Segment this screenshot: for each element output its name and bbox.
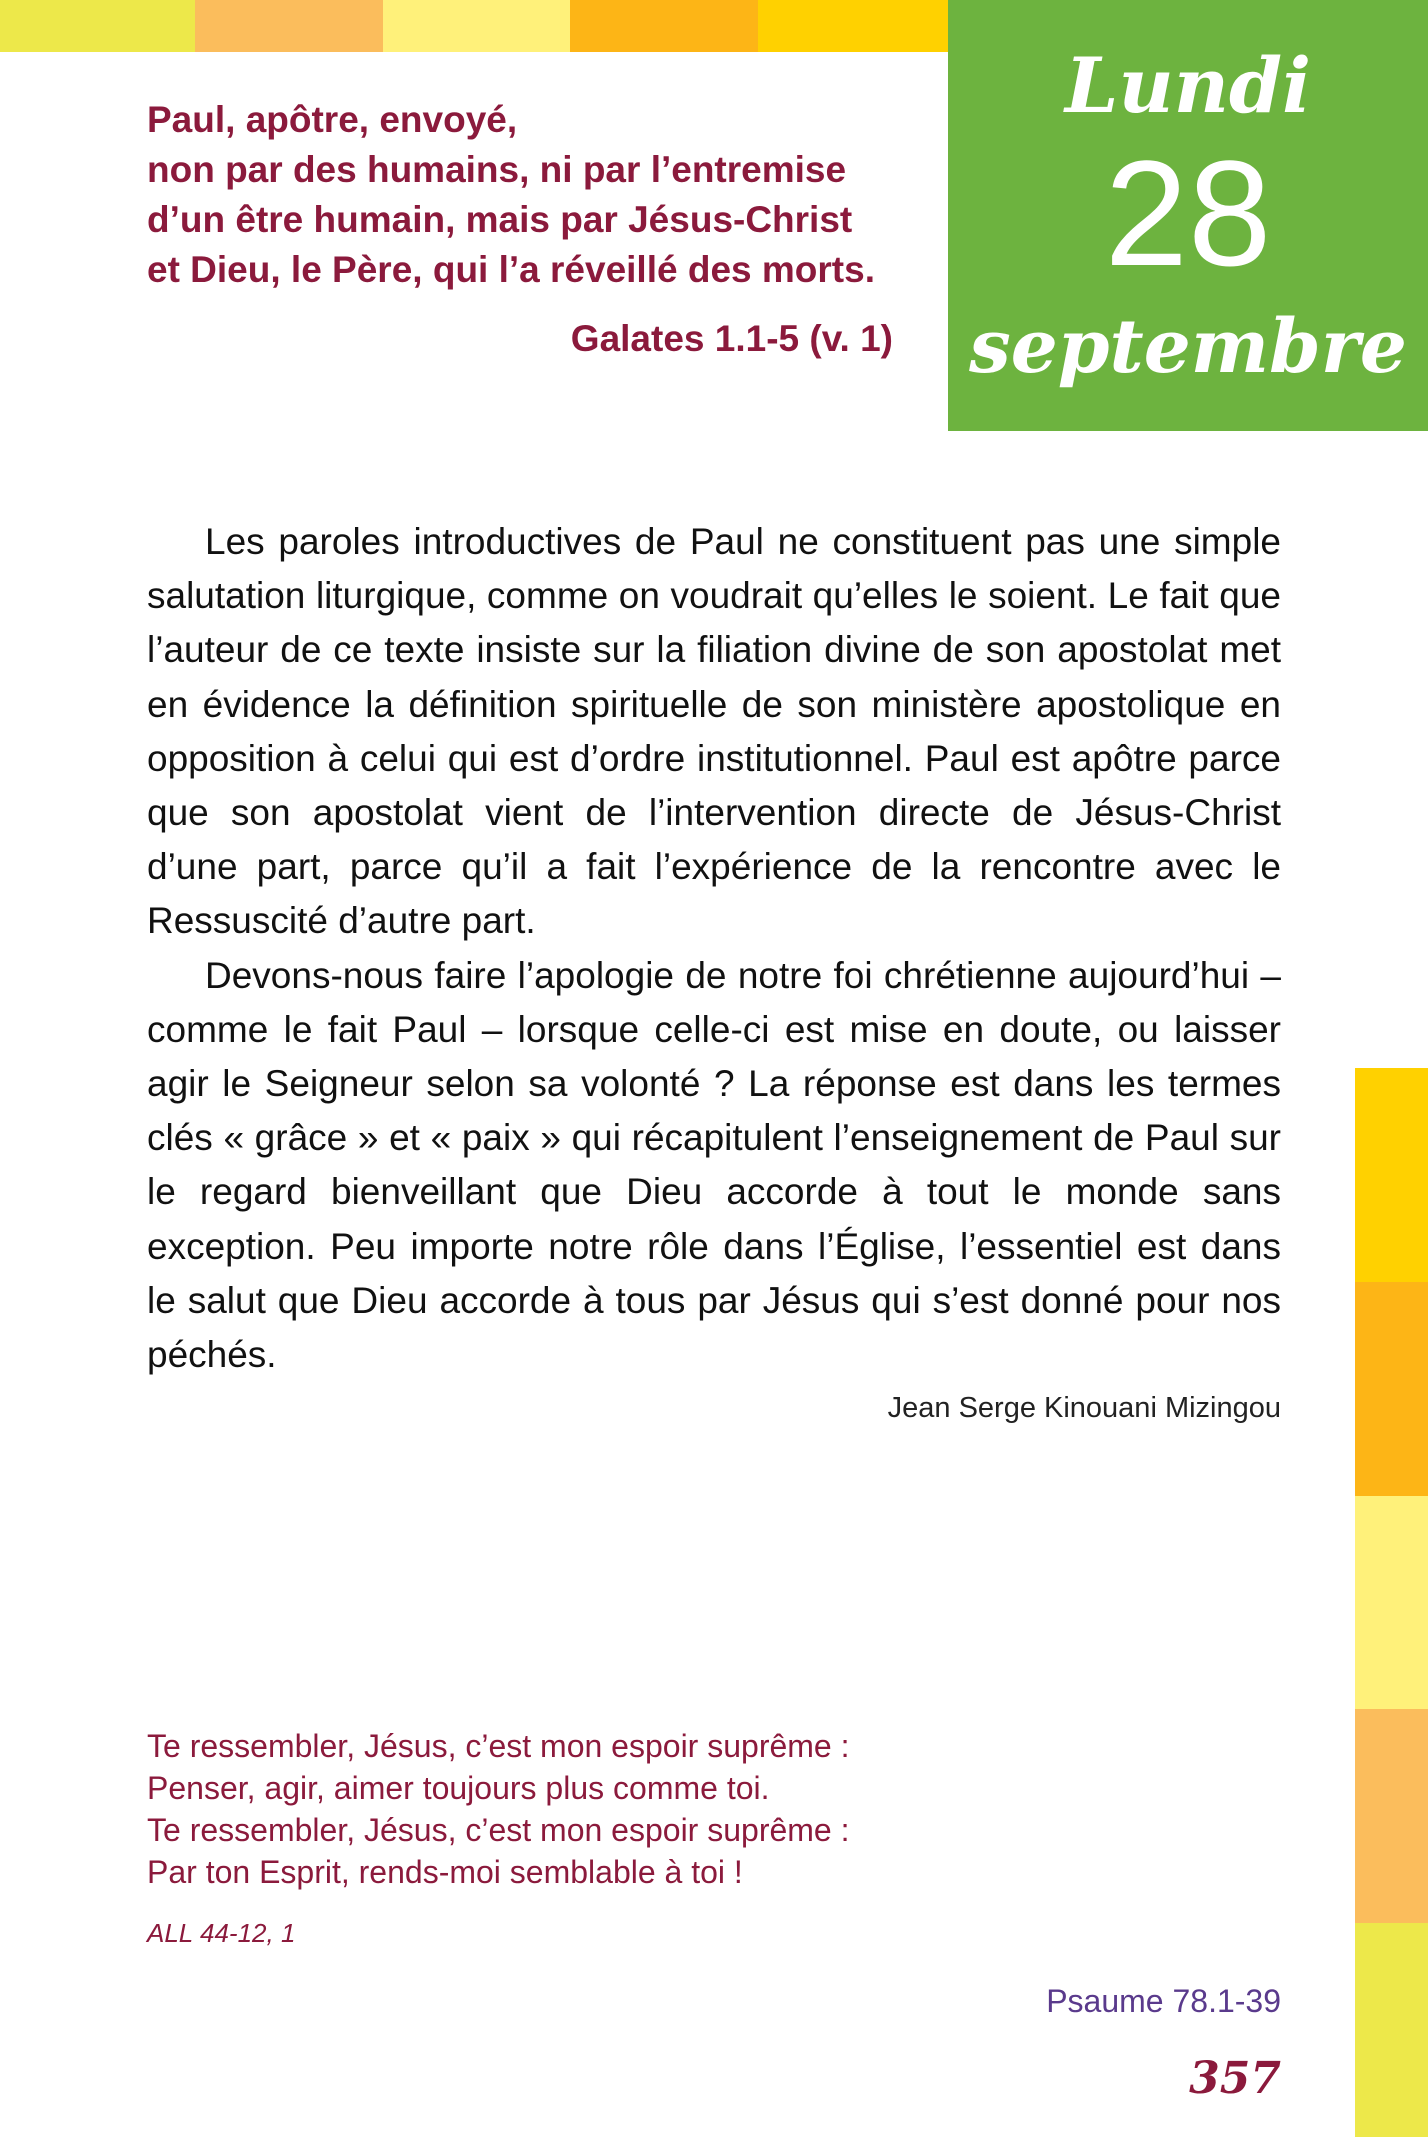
- psalm-reference: Psaume 78.1-39: [1046, 1983, 1281, 2019]
- meditation-paragraph: Devons-nous faire l’apologie de notre foi chrétienne aujourd’hui – comme le fait Paul – lorsque celle-ci est mise en doute, ou laisser agir le Seigneur selon sa volonté ? La réponse est dans les termes clés « grâce » et « paix » qui récapitulent l’enseignement de Paul sur le regard bienveillant que Dieu accorde à tout le monde sans exception. Peu importe notre rôle dans l’Église, l’essentiel est dans le salut que Dieu accorde à tous par Jésus qui s’est donné pour nos péchés.: [147, 954, 1281, 1376]
- verse-reference: Galates 1.1-5 (v. 1): [570, 318, 893, 359]
- side-color-strip: [1355, 1068, 1428, 2137]
- top-strip-segment: [0, 0, 195, 52]
- hymn-line: Par ton Esprit, rends-moi semblable à toi !: [147, 1854, 743, 1890]
- verse-line: Paul, apôtre, envoyé,: [147, 99, 518, 140]
- side-strip-segment: [1355, 1068, 1428, 1282]
- verse-line: et Dieu, le Père, qui l’a réveillé des morts.: [147, 249, 875, 290]
- hymn-reference: ALL 44-12, 1: [147, 1918, 296, 1948]
- hymn-verse: [147, 1725, 850, 1893]
- hymn-line: Te ressembler, Jésus, c’est mon espoir suprême :: [147, 1812, 850, 1848]
- meditation-text: [147, 515, 1281, 1382]
- top-strip-segment: [383, 0, 570, 52]
- hymn-line: Penser, agir, aimer toujours plus comme toi.: [147, 1770, 770, 1806]
- meditation-paragraph: Les paroles introductives de Paul ne constituent pas une simple salutation liturgique, comme on voudrait qu’elles le soient. Le fait que l’auteur de ce texte insiste sur la filiation divine de son apostolat met en évidence la définition spirituelle de son ministère apostolique en opposition à celui qui est d’ordre institutionnel. Paul est apôtre parce que son apostolat vient de l’intervention directe de Jésus-Christ d’une part, parce qu’il a fait l’expérience de la rencontre avec le Ressuscité d’autre part.: [147, 521, 1281, 942]
- verse-line: d’un être humain, mais par Jésus-Christ: [147, 199, 853, 240]
- verse-line: non par des humains, ni par l’entremise: [147, 149, 847, 190]
- date-month: septembre: [969, 304, 1407, 390]
- date-day: Lundi: [1065, 41, 1311, 130]
- page-number: 357: [1189, 2053, 1281, 2104]
- hymn-line: Te ressembler, Jésus, c’est mon espoir suprême :: [147, 1728, 850, 1764]
- author-name: Jean Serge Kinouani Mizingou: [887, 1392, 1281, 1424]
- side-strip-segment: [1355, 1282, 1428, 1496]
- top-strip-segment: [195, 0, 383, 52]
- top-color-strip: [0, 0, 948, 52]
- side-strip-segment: [1355, 1709, 1428, 1923]
- bible-verse: [147, 95, 907, 295]
- side-strip-segment: [1355, 1496, 1428, 1710]
- date-number: 28: [1104, 129, 1272, 297]
- top-strip-segment: [758, 0, 948, 52]
- top-strip-segment: [570, 0, 758, 52]
- date-box: [948, 0, 1428, 431]
- side-strip-segment: [1355, 1923, 1428, 2137]
